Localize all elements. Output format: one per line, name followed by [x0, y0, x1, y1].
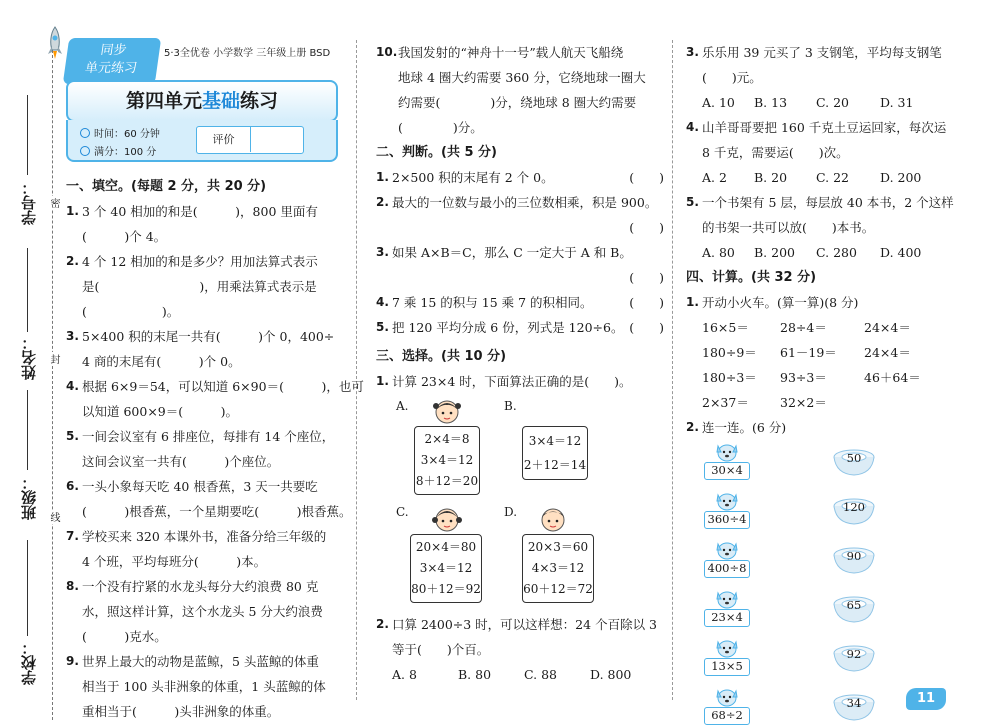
option-a[interactable]: A. 80: [702, 245, 735, 260]
evaluation-box[interactable]: [196, 126, 304, 154]
question-line: 我国发射的“神舟十一号”载人航天飞船绕: [398, 45, 624, 60]
seal-mark-feng: 封: [48, 354, 59, 364]
question-number: 1.: [686, 295, 699, 309]
judge-question-3: [376, 240, 664, 290]
fill-question-8: [66, 574, 341, 649]
bowl-value: 65: [846, 598, 862, 612]
question-line: 开动小火车。(算一算)(8 分): [702, 295, 859, 310]
option-line: 2×4＝8: [424, 432, 470, 446]
question-line: 口算 2400÷3 时，可以这样想：24 个百除以 3: [392, 617, 657, 632]
fill-question-3: [66, 324, 341, 374]
calc-item[interactable]: 61－19＝: [780, 345, 837, 360]
student-id-line: [27, 95, 28, 175]
calc-item[interactable]: 32×2＝: [780, 395, 827, 410]
option-line: 60＋12＝72: [523, 582, 593, 596]
option-line: 20×4＝80: [415, 540, 477, 554]
question-line: 8 千克，需要运( )次。: [702, 145, 849, 160]
question-line: 一个没有拧紧的水龙头每分大约浪费 80 克: [82, 579, 319, 594]
option-a[interactable]: A. 2: [702, 170, 727, 185]
calc-item[interactable]: 2×37＝: [702, 395, 749, 410]
judge-text: 如果 A×B＝C，那么 C 一定大于 A 和 B。: [392, 245, 632, 260]
unit-header: [66, 20, 338, 162]
question-number: 5.: [686, 195, 699, 209]
choice-options-ab: [376, 394, 664, 500]
judge-text: 2×500 积的末尾有 2 个 0。: [392, 170, 554, 185]
question-number: 2.: [686, 420, 699, 434]
question-line: ( )元。: [702, 70, 762, 85]
puppy-icon: [714, 440, 740, 462]
question-number: 6.: [66, 479, 79, 493]
name-label: 姓名：: [20, 335, 38, 380]
column-2: [376, 40, 664, 687]
option-a-label[interactable]: A.: [396, 399, 409, 413]
sync-practice-tag: [63, 38, 161, 84]
option-d[interactable]: D. 800: [590, 667, 632, 682]
question-line: 一间会议室有 6 排座位，每排有 14 个座位，: [82, 429, 335, 444]
option-c-box[interactable]: [410, 534, 482, 603]
fill-question-6: [66, 474, 352, 524]
question-line: 山羊哥哥要把 160 千克土豆运回家，每次运: [702, 120, 947, 135]
puppy-icon: [714, 685, 740, 707]
judge-question-2: [376, 190, 664, 240]
page-title: [66, 80, 338, 122]
option-c[interactable]: C. 88: [524, 667, 557, 682]
time-text: 时间：60 分钟: [94, 129, 160, 140]
calc-question-1: [686, 290, 976, 315]
calc-item[interactable]: 16×5＝: [702, 320, 749, 335]
question-number: 4.: [686, 120, 699, 134]
answer-paren[interactable]: ( ): [629, 270, 664, 285]
student-id-label: 学号：: [20, 180, 38, 225]
answer-paren[interactable]: ( ): [629, 295, 664, 310]
question-line: 重相当于( )头非洲象的体重。: [82, 704, 280, 719]
girl-avatar-icon: [432, 504, 462, 534]
time-info: [80, 125, 160, 140]
question-number: 10.: [376, 45, 398, 59]
seal-mark-xian: 线: [48, 512, 59, 522]
option-d-label[interactable]: D.: [504, 505, 518, 519]
judge-text: 最大的一位数与最小的三位数相乘，积是 900。: [392, 195, 658, 210]
question-number: 8.: [66, 579, 79, 593]
question-line: 约需要( )分，绕地球 8 圈大约需要: [398, 95, 637, 110]
answer-paren[interactable]: ( ): [629, 170, 664, 185]
puppy-icon: [714, 587, 740, 609]
fill-question-1: [66, 199, 341, 249]
question-line: 计算 23×4 时，下面算法正确的是( )。: [392, 374, 632, 389]
judge-text: 把 120 平均分成 6 份，列式是 120÷6。: [392, 320, 624, 335]
question-line: 4 个班，平均每班分( )本。: [82, 554, 267, 569]
option-line: 3×4＝12: [420, 453, 474, 467]
page-number: 11: [906, 688, 946, 710]
options-row: [702, 240, 976, 265]
option-a[interactable]: A. 10: [702, 95, 735, 110]
option-b[interactable]: B. 13: [754, 95, 788, 110]
options-row: [702, 90, 976, 115]
option-b[interactable]: B. 80: [458, 667, 492, 682]
question-line: 连一连。(6 分): [702, 420, 787, 435]
option-a-box[interactable]: [414, 426, 480, 495]
calc-item[interactable]: 180÷3＝: [702, 370, 757, 385]
option-c-label[interactable]: C.: [396, 505, 409, 519]
bowl-value: 90: [846, 549, 862, 563]
judge-question-5: [376, 315, 664, 340]
question-line: ( )分。: [398, 120, 483, 135]
question-line: 相当于 100 头非洲象的体重，1 头蓝鲸的体: [82, 679, 326, 694]
question-number: 5.: [66, 429, 79, 443]
option-line: 8＋12＝20: [415, 474, 479, 488]
option-a[interactable]: A. 8: [392, 667, 417, 682]
title-suffix: 练习: [240, 90, 279, 112]
question-number: 1.: [376, 374, 389, 388]
choose-question-4: [686, 115, 976, 190]
column-1: [66, 174, 364, 724]
judge-question-4: [376, 290, 664, 315]
question-line: [392, 290, 664, 315]
option-d-box[interactable]: [522, 534, 594, 603]
choose-question-1: [376, 369, 664, 394]
question-line: 地球 4 圈大约需要 360 分，它绕地球一圈大: [398, 70, 646, 85]
bowl-value: 34: [846, 696, 862, 710]
matching-area: [686, 440, 976, 725]
question-line: ( )个 4。: [82, 229, 167, 244]
option-d[interactable]: D. 400: [880, 245, 922, 260]
match-expression[interactable]: 400÷8: [704, 560, 750, 578]
fill-question-7: [66, 524, 341, 574]
match-bowl[interactable]: [832, 644, 876, 674]
question-line: 以知道 600×9＝( )。: [82, 404, 239, 419]
question-number: 4.: [66, 379, 79, 393]
name-line: [27, 248, 28, 332]
question-number: 3.: [686, 45, 699, 59]
options-row: [392, 662, 664, 687]
option-b[interactable]: B. 20: [754, 170, 788, 185]
match-bowl[interactable]: [832, 693, 876, 723]
boy-avatar-icon: [538, 504, 568, 534]
tag-line-1: 同步: [99, 43, 128, 58]
option-b-label[interactable]: B.: [504, 399, 517, 413]
question-line: 4 商的末尾有( )个 0。: [82, 354, 241, 369]
option-c[interactable]: C. 22: [816, 170, 849, 185]
puppy-icon: [714, 489, 740, 511]
calc-item[interactable]: 24×4＝: [864, 345, 911, 360]
option-c[interactable]: C. 280: [816, 245, 857, 260]
option-line: 80＋12＝92: [411, 582, 481, 596]
calc-item[interactable]: 28÷4＝: [780, 320, 827, 335]
question-line: 等于( )个百。: [392, 642, 490, 657]
evaluation-label: 评价: [197, 127, 251, 152]
fill-question-2: [66, 249, 341, 324]
column-3: [686, 40, 976, 725]
match-bowl[interactable]: [832, 448, 876, 478]
question-number: 3.: [376, 245, 389, 259]
match-bowl[interactable]: [832, 595, 876, 625]
section-calc-title: 四、计算。(共 32 分): [686, 270, 817, 285]
question-line: 是( )，用乘法算式表示是: [82, 279, 317, 294]
bowl-value: 50: [846, 451, 862, 465]
score-info: [80, 143, 156, 158]
option-b-box[interactable]: [522, 426, 588, 480]
choose-question-3: [686, 40, 976, 115]
calc-item[interactable]: [864, 390, 944, 415]
question-line: 4 个 12 相加的和是多少？用加法算式表示: [82, 254, 318, 269]
match-bowl[interactable]: [832, 497, 876, 527]
choice-options-cd: [376, 500, 664, 612]
match-expression[interactable]: 23×4: [704, 609, 750, 627]
fill-question-10: [376, 40, 664, 140]
option-c[interactable]: C. 20: [816, 95, 849, 110]
rocket-icon: [46, 26, 64, 60]
question-number: 4.: [376, 295, 389, 309]
question-number: 7.: [66, 529, 79, 543]
option-line: 3×4＝12: [528, 434, 582, 448]
question-line: 一头小象每天吃 40 根香蕉，3 天一共要吃: [82, 479, 318, 494]
question-line: [392, 165, 664, 190]
match-expression[interactable]: 30×4: [704, 462, 750, 480]
column-divider-1: [356, 40, 357, 700]
question-number: 5.: [376, 320, 389, 334]
question-number: 2.: [66, 254, 79, 268]
match-bowl[interactable]: [832, 546, 876, 576]
fill-question-5: [66, 424, 341, 474]
title-prefix: 第四单元: [125, 90, 202, 112]
question-line: 5×400 积的末尾一共有( )个 0，400÷: [82, 329, 335, 344]
girl-avatar-icon: [432, 396, 462, 426]
title-highlight: 基础: [201, 90, 240, 112]
options-row: [702, 165, 976, 190]
question-line: [392, 315, 664, 340]
calc-item[interactable]: 93÷3＝: [780, 370, 827, 385]
question-number: 2.: [376, 195, 389, 209]
question-line: ( )。: [82, 304, 180, 319]
question-line: 乐乐用 39 元买了 3 支钢笔，平均每支钢笔: [702, 45, 942, 60]
exam-info: [66, 120, 338, 162]
question-number: 1.: [66, 204, 79, 218]
question-number: 2.: [376, 617, 389, 631]
score-text: 满分：100 分: [94, 147, 157, 158]
calc-grid: [686, 315, 976, 415]
choose-question-2: [376, 612, 664, 687]
question-line: 水，照这样计算，这个水龙头 5 分大约浪费: [82, 604, 323, 619]
cut-line: [52, 40, 53, 720]
column-divider-2: [672, 40, 673, 700]
judge-question-1: [376, 165, 664, 190]
option-line: 3×4＝12: [419, 561, 473, 575]
calc-item[interactable]: 46＋64＝: [864, 370, 921, 385]
choose-question-5: [686, 190, 976, 265]
question-number: 3.: [66, 329, 79, 343]
class-line: [27, 390, 28, 470]
question-line: 一个书架有 5 层，每层放 40 本书，2 个这样: [702, 195, 954, 210]
check-icon: [80, 146, 90, 156]
option-b[interactable]: B. 200: [754, 245, 795, 260]
school-label: 学校：: [20, 640, 38, 685]
puppy-icon: [714, 636, 740, 658]
option-line: 4×3＝12: [531, 561, 585, 575]
calc-item[interactable]: 180÷9＝: [702, 345, 757, 360]
calc-question-2: [686, 415, 976, 440]
puppy-icon: [714, 538, 740, 560]
tag-line-2: 单元练习: [83, 61, 138, 76]
option-line: 2＋12＝14: [523, 458, 587, 472]
bowl-value: 92: [846, 647, 862, 661]
question-line: 这间会议室一共有( )个座位。: [82, 454, 280, 469]
fill-questions: [66, 199, 364, 724]
question-line: ( )根香蕉，一个星期要吃( )根香蕉。: [82, 504, 352, 519]
option-line: 20×3＝60: [527, 540, 589, 554]
series-brand: 5·3全优卷 小学数学 三年级上册 BSD: [164, 48, 331, 59]
option-d[interactable]: D. 200: [880, 170, 922, 185]
answer-paren[interactable]: ( ): [629, 320, 664, 335]
fill-question-9: [66, 649, 341, 724]
fill-question-4: [66, 374, 364, 424]
class-label: 班级：: [20, 475, 38, 520]
answer-paren[interactable]: ( ): [629, 220, 664, 235]
question-line: 世界上最大的动物是蓝鲸，5 头蓝鲸的体重: [82, 654, 319, 669]
option-d[interactable]: D. 31: [880, 95, 914, 110]
calc-item[interactable]: 24×4＝: [864, 320, 911, 335]
match-expression[interactable]: 13×5: [704, 658, 750, 676]
question-number: 1.: [376, 170, 389, 184]
section-judge-title: 二、判断。(共 5 分): [376, 145, 497, 160]
question-line: ( )克水。: [82, 629, 167, 644]
match-expression[interactable]: 360÷4: [704, 511, 750, 529]
question-line: 3 个 40 相加的和是( )，800 里面有: [82, 204, 318, 219]
section-choose-title: 三、选择。(共 10 分): [376, 349, 507, 364]
judge-text: 7 乘 15 的积与 15 乘 7 的积相同。: [392, 295, 593, 310]
section-fill-title: 一、填空。(每题 2 分，共 20 分): [66, 179, 267, 194]
question-number: 9.: [66, 654, 79, 668]
binding-strip: [0, 0, 62, 725]
school-line: [27, 540, 28, 636]
question-line: 根据 6×9＝54，可以知道 6×90＝( )，也可: [82, 379, 364, 394]
question-line: 的书架一共可以放( )本书。: [702, 220, 875, 235]
seal-mark-mi: 密: [48, 198, 59, 208]
match-expression[interactable]: 68÷2: [704, 707, 750, 725]
clock-icon: [80, 128, 90, 138]
question-line: 学校买来 320 本课外书，准备分给三年级的: [82, 529, 327, 544]
bowl-value: 120: [843, 500, 865, 514]
